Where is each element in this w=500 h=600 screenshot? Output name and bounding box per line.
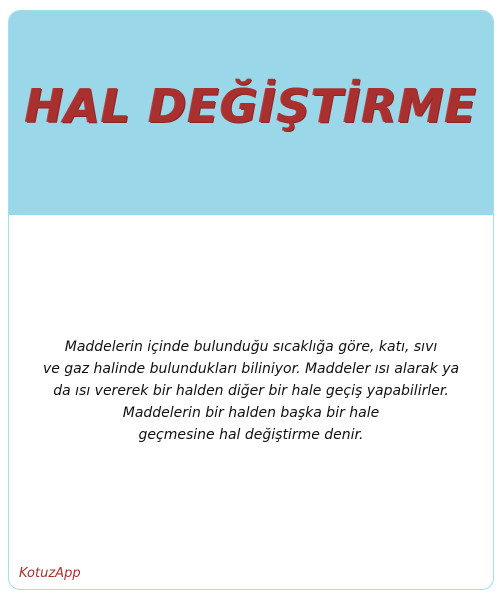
info-card	[8, 10, 494, 590]
description-text	[9, 336, 493, 446]
description-line: ve gaz halinde bulundukları biliniyor. Maddeler ısı alarak ya	[42, 361, 460, 377]
description-line: Maddelerin bir halden başka bir hale	[122, 405, 380, 421]
description-line: Maddelerin içinde bulunduğu sıcaklığa göre, katı, sıvı	[64, 339, 438, 355]
description-line: geçmesine hal değiştirme denir.	[138, 427, 364, 443]
description-line: da ısı vererek bir halden diğer bir hale geçiş yapabilirler.	[53, 383, 449, 399]
brand-label: KotuzApp	[19, 566, 81, 581]
page-title: HAL DEĞİŞTİRME	[24, 79, 478, 133]
title-banner	[9, 11, 493, 215]
